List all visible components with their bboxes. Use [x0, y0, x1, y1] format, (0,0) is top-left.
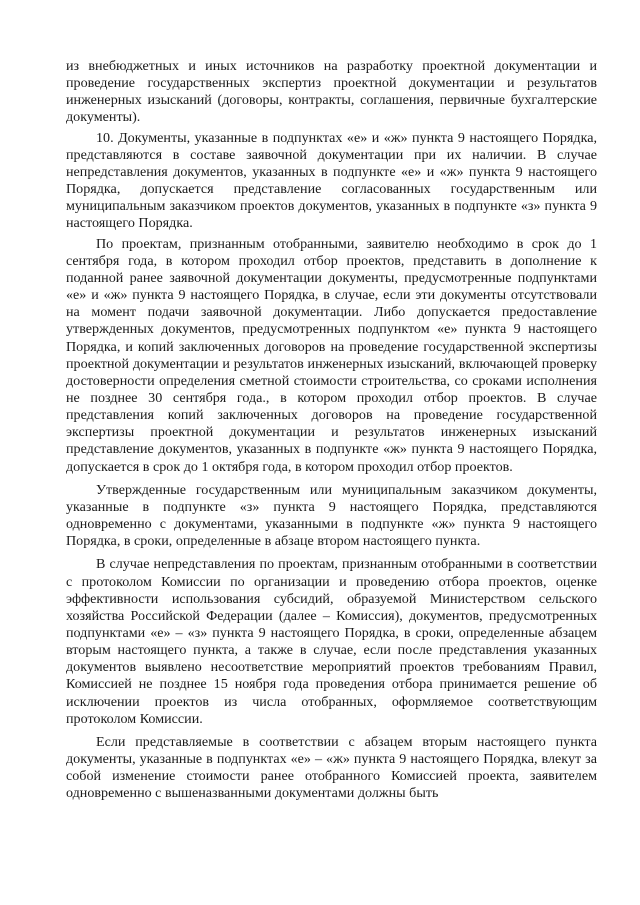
- paragraph-item-10: 10. Документы, указанные в подпунктах «е» и «ж» пункта 9 настоящего Порядка, представляются в составе заявочной документации при их наличии. В случае непредставления документов, указанных в подпункте «е» и «ж» пункта 9 настоящего Порядка, допускается представление согласованных государственным или муниципальным заказчиком проектов документов, указанных в подпункте «з» пункта 9 настоящего Порядка.: [66, 129, 597, 232]
- paragraph-approved-documents: Утвержденные государственным или муниципальным заказчиком документы, указанные в подпункте «з» пункта 9 настоящего Порядка, представляются одновременно с документами, указанными в подпункте «ж» пункта 9 настоящего Порядка, в сроки, определенные в абзаце втором настоящего пункта.: [66, 481, 597, 550]
- paragraph-continuation: из внебюджетных и иных источников на разработку проектной документации и проведение государственных экспертиз проектной документации и результатов инженерных изысканий (договоры, контракты, соглашения, первичные бухгалтерские документы).: [66, 58, 597, 126]
- paragraph-non-submission: В случае непредставления по проектам, признанным отобранными в соответствии с протоколом Комиссии по организации и проведению отбора проектов, оценке эффективности использования субсидий, образуемой Министерством сельского хозяйства Российской Федерации (далее – Комиссия), документов, предусмотренных подпунктами «е» – «з» пункта 9 настоящего Порядка, в сроки, определенные абзацем вторым настоящего пункта, а также в случае, если после представления указанных документов выявлено несоответствие мероприятий проектов требованиям Правил, Комиссией не позднее 15 ноября года проведения отбора принимается решение об исключении проектов из числа отобранных, оформляемое соответствующим протоколом Комиссии.: [66, 556, 597, 727]
- paragraph-cost-change: Если представляемые в соответствии с абзацем вторым настоящего пункта документы, указанные в подпунктах «е» – «ж» пункта 9 настоящего Порядка, влекут за собой изменение стоимости ранее отобранного Комиссией проекта, заявителем одновременно с вышеназванными документами должны быть: [66, 733, 597, 802]
- paragraph-deadline-september: По проектам, признанным отобранными, заявителю необходимо в срок до 1 сентября года, в котором проходил отбор проектов, представить в дополнение к поданной ранее заявочной документации документы, предусмотренные подпунктами «е» и «ж» пункта 9 настоящего Порядка, в случае, если эти документы отсутствовали на момент подачи заявочной документации. Либо допускается предоставление утвержденных документов, предусмотренных подпунктом «е» пункта 9 настоящего Порядка, и копий заключенных договоров на проведение государственной экспертизы проектной документации и результатов инженерных изысканий, включающей проверку достоверности определения сметной стоимости строительства, со сроками исполнения не позднее 30 сентября года., в котором проходил отбор проектов. В случае представления копий заключенных договоров на проведение государственной экспертизы проектной документации и результатов инженерных изысканий представление документов, указанных в подпункте «ж» пункта 9 настоящего Порядка, допускается в срок до 1 октября года, в котором проходил отбор проектов.: [66, 235, 597, 475]
- document-page: [66, 58, 597, 803]
